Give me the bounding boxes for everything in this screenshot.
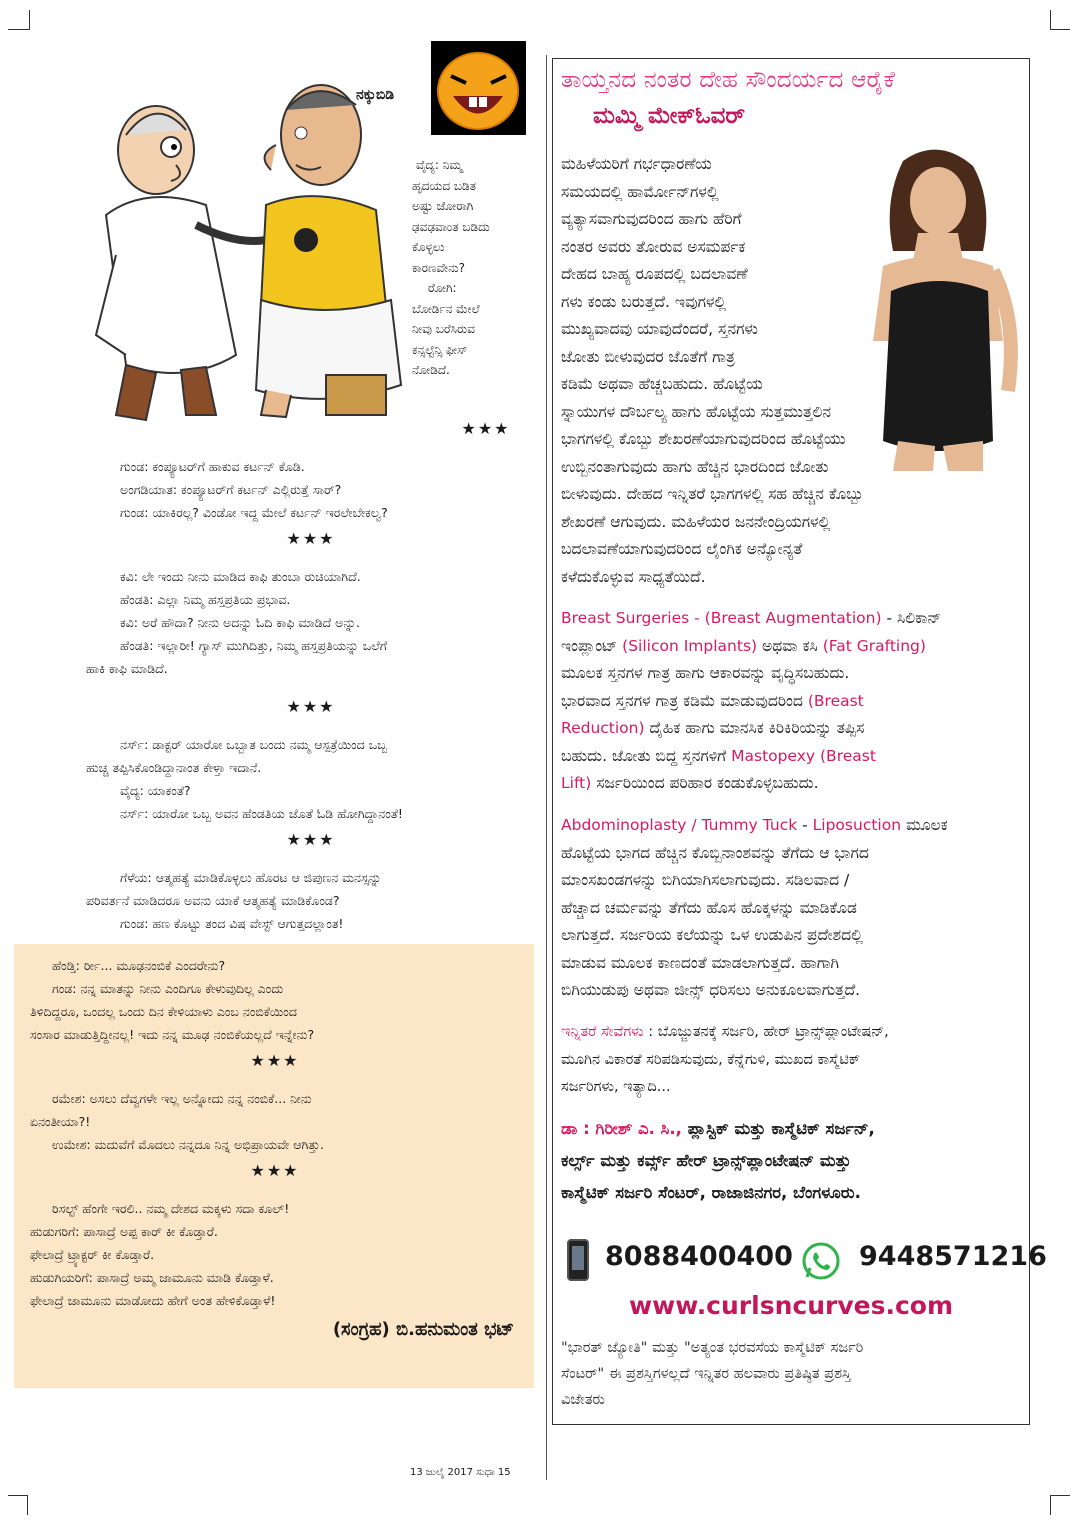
liposuction-term: Liposuction	[812, 816, 902, 834]
website-link[interactable]: www.curlsncurves.com	[629, 1291, 953, 1320]
phone-number[interactable]: 8088400400	[605, 1241, 793, 1272]
ad-text: -	[797, 816, 813, 834]
joke-line: ಹುಚ್ಚ ತಪ್ಪಿಸಿಕೊಂಡಿದ್ದಾನಾಂತ ಕೇಳ್ತಾ ಇದಾನೆ.	[86, 760, 262, 775]
ad-text-line: ಸ್ನಾಯುಗಳ ದೌರ್ಬಲ್ಯ ಹಾಗು ಹೊಟ್ಟೆಯ ಸುತ್ತಮುತ್ತಲಿನ	[561, 402, 831, 421]
ad-text-line: ಬದಲಾವಣೆಯಾಗುವುದರಿಂದ ಲೈಂಗಿಕ ಅನ್ಯೋನ್ಯತೆ	[561, 540, 803, 558]
crop-mark-bottom-right	[1050, 1495, 1070, 1515]
crop-mark-bottom-left	[8, 1495, 28, 1515]
ad-text-line: ಭಾಗಗಳಲ್ಲಿ ಕೊಬ್ಬು ಶೇಖರಣೆಯಾಗುವುದರಿಂದ ಹೊಟ್ಟೆಯು	[561, 430, 846, 448]
mobile-phone-icon	[567, 1239, 589, 1281]
joke-line: ಏನಂತೀಯಾ?!	[30, 1114, 91, 1129]
joke-line: ಉಮೇಶ: ಮದುವೆಗೆ ಮೊದಲು ನನ್ನದೂ ನಿನ್ನ ಅಭಿಪ್ರಾಯವೇ ಆಗಿತ್ತು.	[52, 1137, 324, 1152]
ad-text-line: ಹೆಚ್ಚಾದ ಚರ್ಮವನ್ನು ತೆಗೆದು ಹೊಸ ಹೊಕ್ಕಳನ್ನು ಮಾಡಿಕೊಡ	[561, 898, 857, 917]
other-services-paragraph	[561, 1019, 1027, 1102]
separator-stars: ★★★	[250, 1161, 300, 1180]
doctor-name: ಡಾ : ಗಿರೀಶ್ ಎ. ಸಿ.,	[561, 1119, 682, 1138]
joke-line: ಗುಂಡ: ಯಾಕಿರಲ್ಲ? ವಿಂಡೋ ಇದ್ದ ಮೇಲೆ ಕರ್ಟನ್ ಇರಲೇಬೇಕಲ್ವ?	[120, 505, 388, 520]
ad-text-line: ದೇಹದ ಬಾಹ್ಯ ರೂಪದಲ್ಲಿ ಬದಲಾವಣೆ	[561, 265, 748, 283]
doctor-patient-cartoon	[86, 55, 416, 435]
ad-text-line: ಮಾಡುವ ಮೂಲಕ ಕಾಣದಂತೆ ಮಾಡಲಾಗುತ್ತದೆ. ಹಾಗಾಗಿ	[561, 953, 840, 972]
ad-text-line: ಸೆಂಟರ್" ಈ ಪ್ರಶಸ್ತಿಗಳಲ್ಲದೆ ಇನ್ನಿತರ ಹಲವಾರು ಪ್ರತಿಷ್ಠಿತ ಪ್ರಶಸ್ತಿ	[561, 1366, 851, 1382]
joke-line: ಗುಂಡ: ಹಣ ಕೊಟ್ಟು ತಂದ ವಿಷ ವೇಸ್ಟ್ ಆಗುತ್ತದಲ್ಲಾಂತ!	[120, 916, 344, 931]
joke-line: ಹುಡುಗಿಯರಿಗೆ: ಪಾಸಾದ್ರೆ ಅಮ್ಮ ಜಾಮೂನು ಮಾಡಿ ಕೊಡ್ತಾಳೆ.	[30, 1270, 274, 1285]
mastopexy-term: Mastopexy (Breast	[731, 746, 876, 765]
joke-line: ರಮೇಶ: ಅಸಲು ದೆವ್ವಗಳೇ ಇಲ್ಲ ಅನ್ನೋದು ನನ್ನ ನಂಬಿಕೆ... ನೀನು	[52, 1091, 312, 1106]
joke-line: ಹೆಂಡತಿ: ಇಲ್ಲಾರೀ! ಗ್ಯಾಸ್ ಮುಗಿದಿತ್ತು, ನಿಮ್ಮ ಹಸ್ತಪ್ರತಿಯನ್ನು ಒಲೆಗೆ	[120, 638, 388, 653]
joke-line: ಫೇಲಾದ್ರೆ ಜಾಮೂನು ಮಾಡೋದು ಹೇಗೆ ಅಂತ ಹೇಳಿಕೊಡ್ತಾಳೆ!	[30, 1293, 276, 1308]
joke-line: ಹೆಂಡ್ತಿ: ರ್ರೀ... ಮೂಢನಂಬಿಕೆ ಎಂದರೇನು?	[52, 958, 226, 973]
separator-stars: ★★★	[286, 697, 336, 716]
ad-text-line: ಉಬ್ಬಿನಂತಾಗುವುದು ಹಾಗು ಹೆಚ್ಚಿನ ಭಾರದಿಂದ ಜೋತು	[561, 457, 829, 476]
silicon-implants-term: (Silicon Implants)	[622, 636, 758, 655]
column-divider	[546, 55, 547, 1480]
ad-text-line: ಕಳೆದುಕೊಳ್ಳುವ ಸಾಧ್ಯತೆಯಿದೆ.	[561, 567, 706, 586]
ad-text-line: ಮುಖ್ಯವಾದವು ಯಾವುದೆಂದರೆ, ಸ್ತನಗಳು	[561, 320, 758, 338]
whatsapp-number[interactable]: 9448571216	[859, 1241, 1047, 1272]
ad-text-line: ಗಳು ಕಂಡು ಬರುತ್ತದೆ. ಇವುಗಳಲ್ಲಿ	[561, 292, 727, 311]
separator-stars: ★★★	[286, 830, 336, 849]
dialog-line: ಕನ್ಸಲ್ಟೆನ್ಸಿ ಫೀಸ್	[412, 342, 468, 357]
awards-text	[561, 1335, 1027, 1413]
cartoon-dialog	[412, 155, 537, 381]
fat-grafting-term: (Fat Grafting)	[822, 636, 926, 655]
cartoon-section-label: ನಕ್ಕುಬಿಡಿ	[356, 87, 395, 103]
breast-augmentation-term: Breast Surgeries - (Breast Augmentation)	[561, 609, 882, 627]
ad-text: ಸರ್ಜರಿಯಿಂದ ಪರಿಹಾರ ಕಂಡುಕೊಳ್ಳಬಹುದು.	[591, 774, 819, 792]
joke-line: ನರ್ಸ್: ಡಾಕ್ಟರ್ ಯಾರೋ ಒಬ್ಬಾತ ಬಂದು ನಮ್ಮ ಆಸ್ಪತ್ರೆಯಿಂದ ಒಬ್ಬ	[120, 737, 388, 752]
crop-mark-top-left	[8, 10, 30, 30]
ad-text-line: ವ್ಯತ್ಯಾಸವಾಗುವುದರಿಂದ ಹಾಗು ಹೆರಿಗೆ	[561, 210, 742, 228]
joke-line: ಕವಿ: ಲೇ ಇಂದು ನೀನು ಮಾಡಿದ ಕಾಫಿ ತುಂಬಾ ರುಚಿಯಾಗಿದೆ.	[120, 569, 361, 584]
separator-stars: ★★★	[461, 419, 511, 438]
other-services-label: ಇನ್ನಿತರೆ ಸೇವೆಗಳು	[561, 1024, 644, 1040]
tummy-tuck-paragraph	[561, 812, 1027, 1005]
joke-line: ವೈದ್ಯ: ಯಾಕಂತೆ?	[120, 783, 191, 798]
separator-stars: ★★★	[286, 529, 336, 548]
ad-text: ಬಹುದು. ಜೋತು ಬಿದ್ದ ಸ್ತನಗಳಿಗೆ	[561, 746, 732, 765]
ad-text: ಮೂಲಕ	[901, 816, 948, 834]
separator-stars: ★★★	[250, 1051, 300, 1070]
ad-subheadline: ಮಮ್ಮಿ ಮೇಕ್‌ಓವರ್	[593, 103, 746, 129]
joke-line: ಪರಿವರ್ತನೆ ಮಾಡಿದರೂ ಅವನು ಯಾಕೆ ಆತ್ಮಹತ್ಯೆ ಮಾಡಿಕೊಂಡ?	[86, 893, 340, 908]
ad-text-line: ಬಿಗಿಯುಡುಪು ಅಥವಾ ಜೀನ್ಸ್ ಧರಿಸಲು ಅನುಕೂಲವಾಗುತ್ತದೆ.	[561, 981, 861, 999]
whatsapp-icon	[801, 1241, 841, 1281]
ad-text-line: ಹೊಟ್ಟೆಯ ಭಾಗದ ಹೆಚ್ಚಿನ ಕೊಬ್ಬಿನಾಂಶವನ್ನು ತೆಗೆದು ಆ ಭಾಗದ	[561, 843, 869, 862]
ad-headline: ತಾಯ್ತನದ ನಂತರ ದೇಹ ಸೌಂದರ್ಯದ ಆರೈಕೆ	[561, 67, 896, 93]
dialog-line: ವೈದ್ಯ: ನಿಮ್ಮ	[416, 158, 463, 172]
ad-intro-paragraph	[561, 151, 1027, 591]
ad-text-line: ವಿಜೇತರು	[561, 1392, 605, 1408]
dialog-line: ರೋಗಿ:	[428, 281, 457, 295]
ad-text-line: ಸಮಯದಲ್ಲಿ ಹಾರ್ಮೋನ್‌ಗಳಲ್ಲಿ	[561, 182, 719, 201]
joke-line: ಸಂಸಾರ ಮಾಡುತ್ತಿದ್ದೀನಲ್ಲ! ಇದು ನನ್ನ ಮೂಢ ನಂಬಿಕೆಯಲ್ಲದೆ ಇನ್ನೇನು?	[30, 1027, 315, 1042]
joke-line: ಗುಂಡ: ಕಂಪ್ಯೂಟರ್‌ಗೆ ಹಾಕುವ ಕರ್ಟನ್ ಕೊಡಿ.	[120, 459, 305, 474]
ad-text: ಅಥವಾ ಕಸಿ	[757, 636, 823, 655]
breast-lift-term-end: Lift)	[561, 774, 592, 792]
ad-text: ದೈಹಿಕ ಹಾಗು ಮಾನಸಿಕ ಕಿರಿಕಿರಿಯನ್ನು ತಪ್ಪಿಸ	[644, 719, 865, 737]
ad-text-line: ಸರ್ಜರಿಗಳು, ಇತ್ಯಾದಿ...	[561, 1079, 671, 1095]
dialog-line: ಕಾರಣವೇನು?	[412, 260, 465, 275]
ad-text-line: ನಂತರ ಅವರು ತೋರುವ ಅಸಮರ್ಪಕ	[561, 237, 746, 256]
joke-line: ಅಂಗಡಿಯಾತ: ಕಂಪ್ಯೂಟರ್‌ಗೆ ಕರ್ಟನ್ ಎಲ್ಲಿರುತ್ತೆ ಸಾರ್?	[120, 482, 342, 497]
ad-text-line: ಮೂಲಕ ಸ್ತನಗಳ ಗಾತ್ರ ಹಾಗು ಆಕಾರವನ್ನು ವೃದ್ಧಿಸಬಹುದು.	[561, 664, 850, 682]
clinic-address: ಕಾಸ್ಮೆಟಿಕ್ ಸರ್ಜರಿ ಸೆಂಟರ್, ರಾಜಾಜಿನಗರ, ಬೆಂಗಳೂರು.	[561, 1183, 861, 1202]
abdominoplasty-term: Abdominoplasty / Tummy Tuck	[561, 816, 798, 834]
jokes-list	[86, 455, 536, 964]
joke-line: ತಿಳಿದಿದ್ದರೂ, ಒಂದಲ್ಲ ಒಂದು ದಿನ ಕೇಳಿಯಾಳು ಎಂಬ ನಂಬಿಕೆಯಿಂದ	[30, 1004, 297, 1019]
dialog-line: ಅಷ್ಟು ಜೋರಾಗಿ	[412, 199, 474, 213]
ad-text-line: ಮೂಗಿನ ವಿಕಾರತೆ ಸರಿಪಡಿಸುವುದು, ಕೆನ್ನೆಗುಳಿ, ಮುಖದ ಕಾಸ್ಮೆಟಿಕ್	[561, 1051, 861, 1068]
dialog-line: ಹೃದಯದ ಬಡಿತ	[412, 178, 476, 193]
clinic-name: ಕರ್ಲ್ಸ್ ಮತ್ತು ಕರ್ವ್ಸ್ ಹೇರ್ ಟ್ರಾನ್ಸ್‌ಪ್ಲಾಂಟೇಷನ್ ಮತ್ತು	[561, 1151, 851, 1170]
joke-line: ಗಂಡ: ನನ್ನ ಮಾತನ್ನು ನೀನು ಎಂದಿಗೂ ಕೇಳುವುದಿಲ್ಲ ಎಂದು	[52, 981, 284, 996]
dialog-line: ನೋಡಿದೆ.	[412, 363, 450, 377]
mommy-makeover-ad	[552, 58, 1047, 1425]
dialog-line: ಬೋರ್ಡಿನ ಮೇಲೆ	[412, 301, 480, 316]
joke-line: ಹೆಂಡತಿ: ಎಲ್ಲಾ ನಿಮ್ಮ ಹಸ್ತಪ್ರತಿಯ ಪ್ರಭಾವ.	[120, 592, 291, 607]
breast-reduction-term-end: Reduction)	[561, 719, 645, 737]
laughing-face-icon	[431, 41, 526, 135]
contact-numbers	[561, 1235, 1047, 1295]
doctor-title: ಪ್ಲಾಸ್ಟಿಕ್ ಮತ್ತು ಕಾಸ್ಮೆಟಿಕ್ ಸರ್ಜನ್,	[681, 1119, 875, 1138]
joke-line: ಹಾಕಿ ಕಾಫಿ ಮಾಡಿದೆ.	[86, 661, 168, 676]
ad-text-line: ಕಡಿಮೆ ಅಥವಾ ಹೆಚ್ಚಬಹುದು. ಹೊಟ್ಟೆಯ	[561, 375, 763, 393]
dialog-line: ಢವಢವಾಂತ ಬಡಿದು	[412, 219, 490, 234]
ad-text-line: ಲಾಗುತ್ತದೆ. ಸರ್ಜರಿಯ ಕಲೆಯನ್ನು ಒಳ ಉಡುಪಿನ ಪ್ರದೇಶದಲ್ಲಿ	[561, 926, 863, 944]
dialog-line: ನೀವು ಬರೆಸಿರುವ	[412, 322, 475, 336]
ad-text: - ಸಿಲಿಕಾನ್	[881, 609, 942, 627]
ad-text-line: ಶೇಖರಣೆ ಆಗುವುದು. ಮಹಿಳೆಯರ ಜನನೇಂದ್ರಿಯಗಳಲ್ಲಿ	[561, 512, 831, 531]
ad-text-line: ಮಹಿಳೆಯರಿಗೆ ಗರ್ಭಧಾರಣೆಯ	[561, 155, 712, 173]
page-footer: 13 ಜುಲೈ 2017 ಸುಧಾ 15	[410, 1467, 511, 1478]
breast-surgery-paragraph	[561, 605, 1027, 798]
ad-text-line: ಮಾಂಸಖಂಡಗಳನ್ನು ಬಿಗಿಯಾಗಿಸಲಾಗುವುದು. ಸಡಿಲವಾದ /	[561, 871, 850, 889]
crop-mark-top-right	[1050, 10, 1070, 30]
joke-line: ರಿಸಲ್ಟ್ ಹೆಂಗೇ ಇರಲಿ.. ನಮ್ಮ ದೇಶದ ಮಕ್ಕಳು ಸದಾ ಕೂಲ್!	[52, 1201, 290, 1216]
joke-line: ನರ್ಸ್: ಯಾರೋ ಒಬ್ಬ ಅವನ ಹೆಂಡತಿಯ ಜೊತೆ ಓಡಿ ಹೋಗಿದ್ದಾನಂತೆ!	[120, 806, 403, 821]
doctor-details	[561, 1113, 1027, 1209]
joke-line: ಗೆಳೆಯ: ಆತ್ಮಹತ್ಯೆ ಮಾಡಿಕೊಳ್ಳಲು ಹೊರಟ ಆ ಜಿಪುಣನ ಮನಸ್ಸನ್ನು	[120, 870, 382, 885]
ad-text: ಇಂಪ್ಲಾಂಟ್	[561, 636, 623, 655]
breast-reduction-term: (Breast	[807, 691, 864, 710]
joke-line: ಹುಡುಗರಿಗೆ: ಪಾಸಾದ್ರೆ ಅಪ್ಪ ಕಾರ್ ಕೀ ಕೊಡ್ತಾರೆ.	[30, 1224, 218, 1239]
ad-text: : ಬೊಜ್ಜುತನಕ್ಕೆ ಸರ್ಜರಿ, ಹೇರ್ ಟ್ರಾನ್ಸ್‌ಪ್ಲಾಂಟೇಷನ್,	[643, 1024, 889, 1040]
jokes-box-beige	[14, 944, 534, 1388]
ad-text-line: "ಭಾರತ್ ಜ್ಯೋತಿ" ಮತ್ತು "ಅತ್ಯಂತ ಭರವಸೆಯ ಕಾಸ್ಮೆಟಿಕ್ ಸರ್ಜರಿ	[561, 1340, 864, 1356]
beige-credit: (ಸಂಗ್ರಹ) ಬಿ.ಹನುಮಂತ ಭಟ್	[332, 1319, 514, 1340]
joke-line: ಫೇಲಾದ್ರೆ ಟ್ರ್ಯಾಕ್ಟರ್ ಕೀ ಕೊಡ್ತಾರೆ.	[30, 1247, 155, 1262]
ad-text: ಭಾರವಾದ ಸ್ತನಗಳ ಗಾತ್ರ ಕಡಿಮೆ ಮಾಡುವುದರಿಂದ	[561, 691, 808, 710]
ad-text-line: ಜೋತು ಬೀಳುವುದರ ಜೊತೆಗೆ ಗಾತ್ರ	[561, 347, 735, 366]
dialog-line: ಕೊಳ್ಳಲು	[412, 240, 445, 254]
ad-text-line: ಬೀಳುವುದು. ದೇಹದ ಇನ್ನಿತರೆ ಭಾಗಗಳಲ್ಲಿ ಸಹ ಹೆಚ್ಚಿನ ಕೊಬ್ಬು	[561, 485, 864, 503]
joke-line: ಕವಿ: ಅರೆ ಹೌದಾ? ನೀನು ಅದನ್ನು ಓದಿ ಕಾಫಿ ಮಾಡಿದೆ ಅನ್ನು.	[120, 615, 360, 630]
